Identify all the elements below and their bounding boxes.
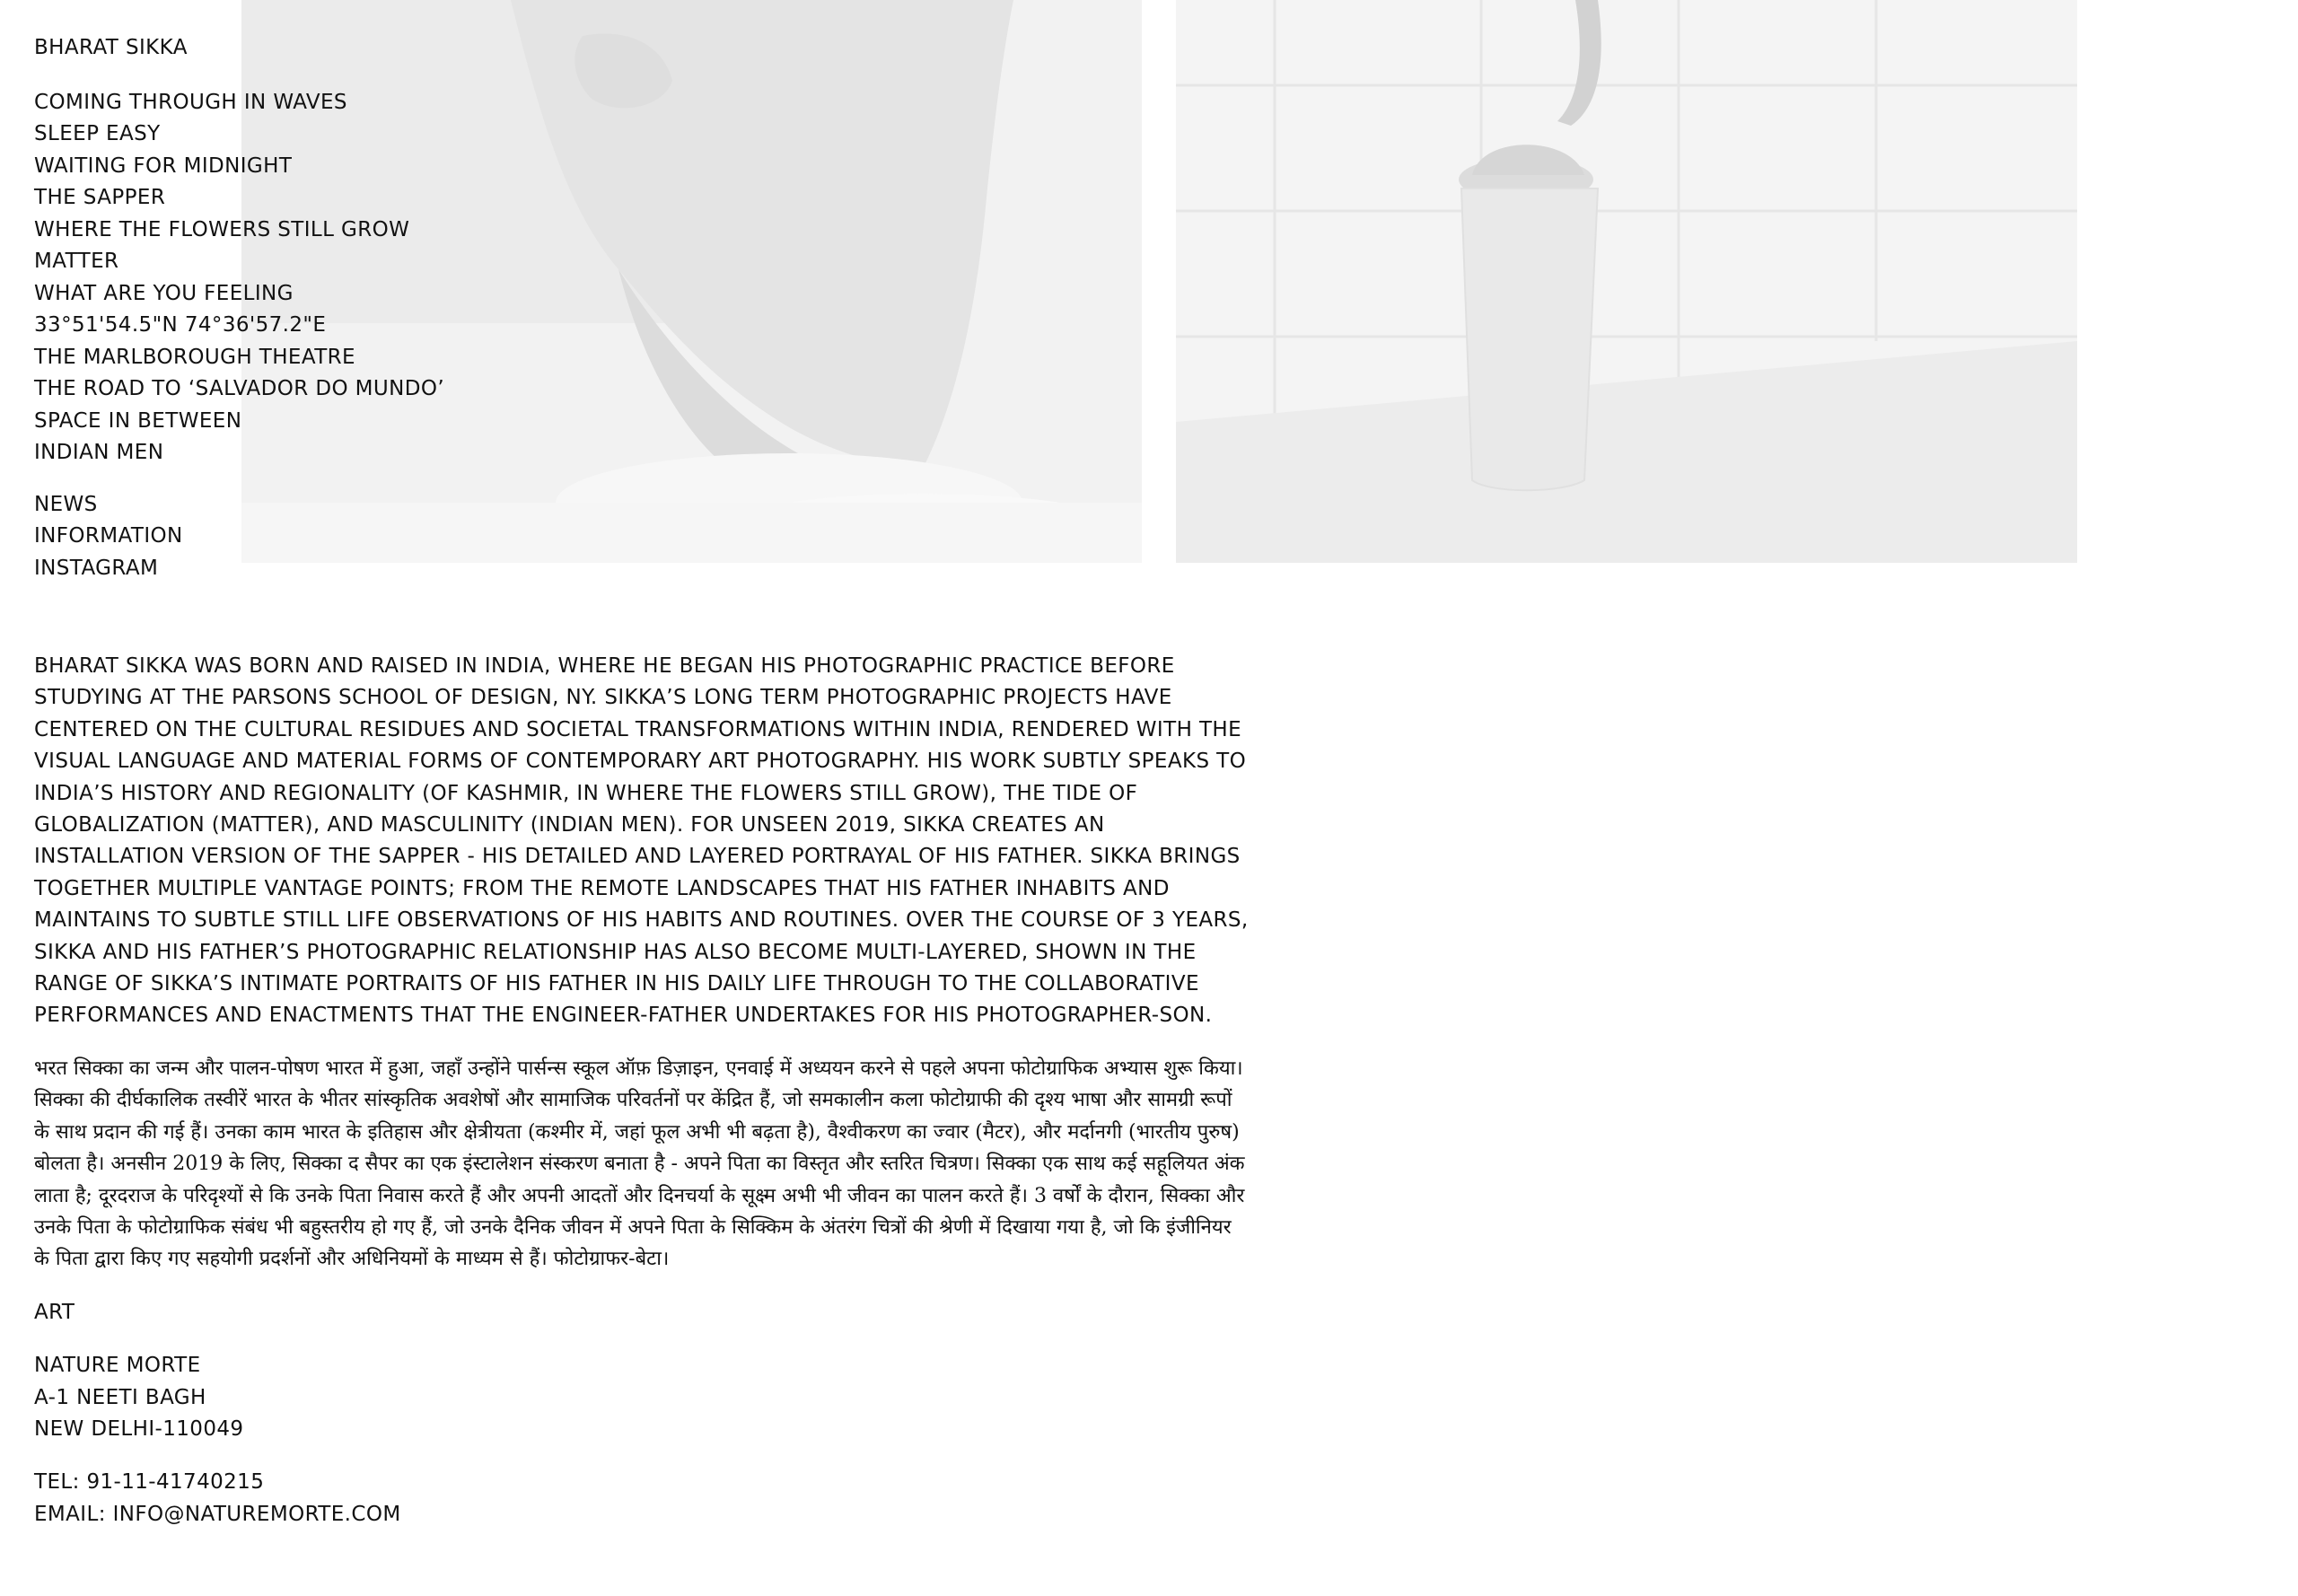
secondary-links — [34, 489, 444, 585]
project-link-sleep-easy[interactable]: SLEEP EASY — [34, 122, 161, 145]
category-label: ART — [34, 1300, 75, 1324]
project-link-indian-men[interactable]: INDIAN MEN — [34, 441, 164, 464]
bio-english: BHARAT SIKKA WAS BORN AND RAISED IN INDIA, WHERE HE BEGAN HIS PHOTOGRAPHIC PRACTICE BEFORE STUDYING AT THE PARSONS SCHOOL OF DESIGN, NY. SIKKA’S LONG TERM PHOTOGRAPHIC PROJECTS HAVE CENTERED ON THE CULTURAL RESIDUES AND SOCIETAL TRANSFORMATIONS WITHIN INDIA, RENDERED WITH THE VISUAL LANGUAGE AND MATERIAL FORMS OF CONTEMPORARY ART PHOTOGRAPHY. HIS WORK SUBTLY SPEAKS TO INDIA’S HISTORY AND REGIONALITY (OF KASHMIR, IN WHERE THE FLOWERS STILL GROW), THE TIDE OF GLOBALIZATION (MATTER), AND MASCULINITY (INDIAN MEN). FOR UNSEEN 2019, SIKKA CREATES AN INSTALLATION VERSION OF THE SAPPER - HIS DETAILED AND LAYERED PORTRAYAL OF HIS FATHER. SIKKA BRINGS TOGETHER MULTIPLE VANTAGE POINTS; FROM THE REMOTE LANDSCAPES THAT HIS FATHER INHABITS AND MAINTAINS TO SUBTLE STILL LIFE OBSERVATIONS OF HIS HABITS AND ROUTINES. OVER THE COURSE OF 3 YEARS, SIKKA AND HIS FATHER’S PHOTOGRAPHIC RELATIONSHIP HAS ALSO BECOME MULTI-LAYERED, SHOWN IN THE RANGE OF SIKKA’S INTIMATE PORTRAITS OF HIS FATHER IN HIS DAILY LIFE THROUGH TO THE COLLABORATIVE PERFORMANCES AND ENACTMENTS THAT THE ENGINEER-FATHER UNDERTAKES FOR HIS PHOTOGRAPHER-SON. — [34, 654, 1249, 1028]
project-link-coordinates[interactable]: 33°51'54.5"N 74°36'57.2"E — [34, 313, 327, 337]
project-link-space-in-between[interactable]: SPACE IN BETWEEN — [34, 408, 242, 433]
information-link[interactable]: INFORMATION — [34, 524, 183, 548]
gallery-contact — [34, 1467, 1255, 1530]
gallery-email[interactable]: EMAIL: INFO@NATUREMORTE.COM — [34, 1502, 401, 1526]
still-life-photo-graphic — [1176, 0, 2077, 563]
bio-hindi: भरत सिक्का का जन्म और पालन-पोषण भारत में हुआ, जहाँ उन्होंने पार्सन्स स्कूल ऑफ़ डिज़ाइन, एनवाई में अध्ययन करने से पहले अपना फोटोग्राफिक अभ्यास शुरू किया। सिक्का की दीर्घकालिक तस्वीरें भारत के भीतर सांस्कृतिक अवशेषों और सामाजिक परिवर्तनों पर केंद्रित हैं, जो समकालीन कला फोटोग्राफी की दृश्य भाषा और सामग्री रूपों के साथ प्रदान की गई हैं। उनका काम भारत के इतिहास और क्षेत्रीयता (कश्मीर में, जहां फूल अभी भी बढ़ता है), वैश्वीकरण का ज्वार (मैटर), और मर्दानगी (भारतीय पुरुष) बोलता है। अनसीन 2019 के लिए, सिक्का द सैपर का एक इंस्टालेशन संस्करण बनाता है - अपने पिता का विस्तृत और स्तरित चित्रण। सिक्का एक साथ कई सहूलियत अंक लाता है; दूरदराज के परिदृश्यों से कि उनके पिता निवास करते हैं और अपनी आदतों और दिनचर्या के सूक्ष्म अभी भी जीवन का पालन करते हैं। 3 वर्षों के दौरान, सिक्का और उनके पिता के फोटोग्राफिक संबंध भी बहुस्तरीय हो गए हैं, जो उनके दैनिक जीवन में अपने पिता के सिक्किम के अंतरंग चित्रों की श्रेणी में दिखाया गया है, जो कि इंजीनियर के पिता द्वारा किए गए सहयोगी प्रदर्शनों और अधिनियमों के माध्यम से हैं। फोटोग्राफर-बेटा। — [34, 1057, 1245, 1271]
project-list — [34, 87, 444, 469]
gallery-address — [34, 1350, 1255, 1445]
instagram-link[interactable]: INSTAGRAM — [34, 556, 159, 580]
project-link-waiting-for-midnight[interactable]: WAITING FOR MIDNIGHT — [34, 153, 293, 178]
project-link-where-the-flowers-still-grow[interactable]: WHERE THE FLOWERS STILL GROW — [34, 217, 410, 241]
gallery-name: NATURE MORTE — [34, 1354, 201, 1378]
project-link-matter[interactable]: MATTER — [34, 250, 119, 273]
site-navigation — [34, 32, 444, 584]
project-image-still-life[interactable] — [1176, 0, 2077, 563]
project-description — [34, 651, 1255, 1530]
project-link-what-are-you-feeling[interactable]: WHAT ARE YOU FEELING — [34, 281, 294, 305]
project-link-the-marlborough-theatre[interactable]: THE MARLBOROUGH THEATRE — [34, 345, 355, 369]
gallery-telephone[interactable]: TEL: 91-11-41740215 — [34, 1470, 265, 1495]
project-link-the-road-to-salvador-do-mundo[interactable]: THE ROAD TO ‘SALVADOR DO MUNDO’ — [34, 377, 445, 400]
gallery-address-line1: A-1 NEETI BAGH — [34, 1385, 206, 1409]
news-link[interactable]: NEWS — [34, 492, 98, 516]
project-link-coming-through-in-waves[interactable]: COMING THROUGH IN WAVES — [34, 90, 347, 114]
gallery-address-line2: NEW DELHI-110049 — [34, 1416, 244, 1441]
project-link-the-sapper[interactable]: THE SAPPER — [34, 186, 166, 209]
artist-name-link[interactable]: BHARAT SIKKA — [34, 36, 188, 59]
